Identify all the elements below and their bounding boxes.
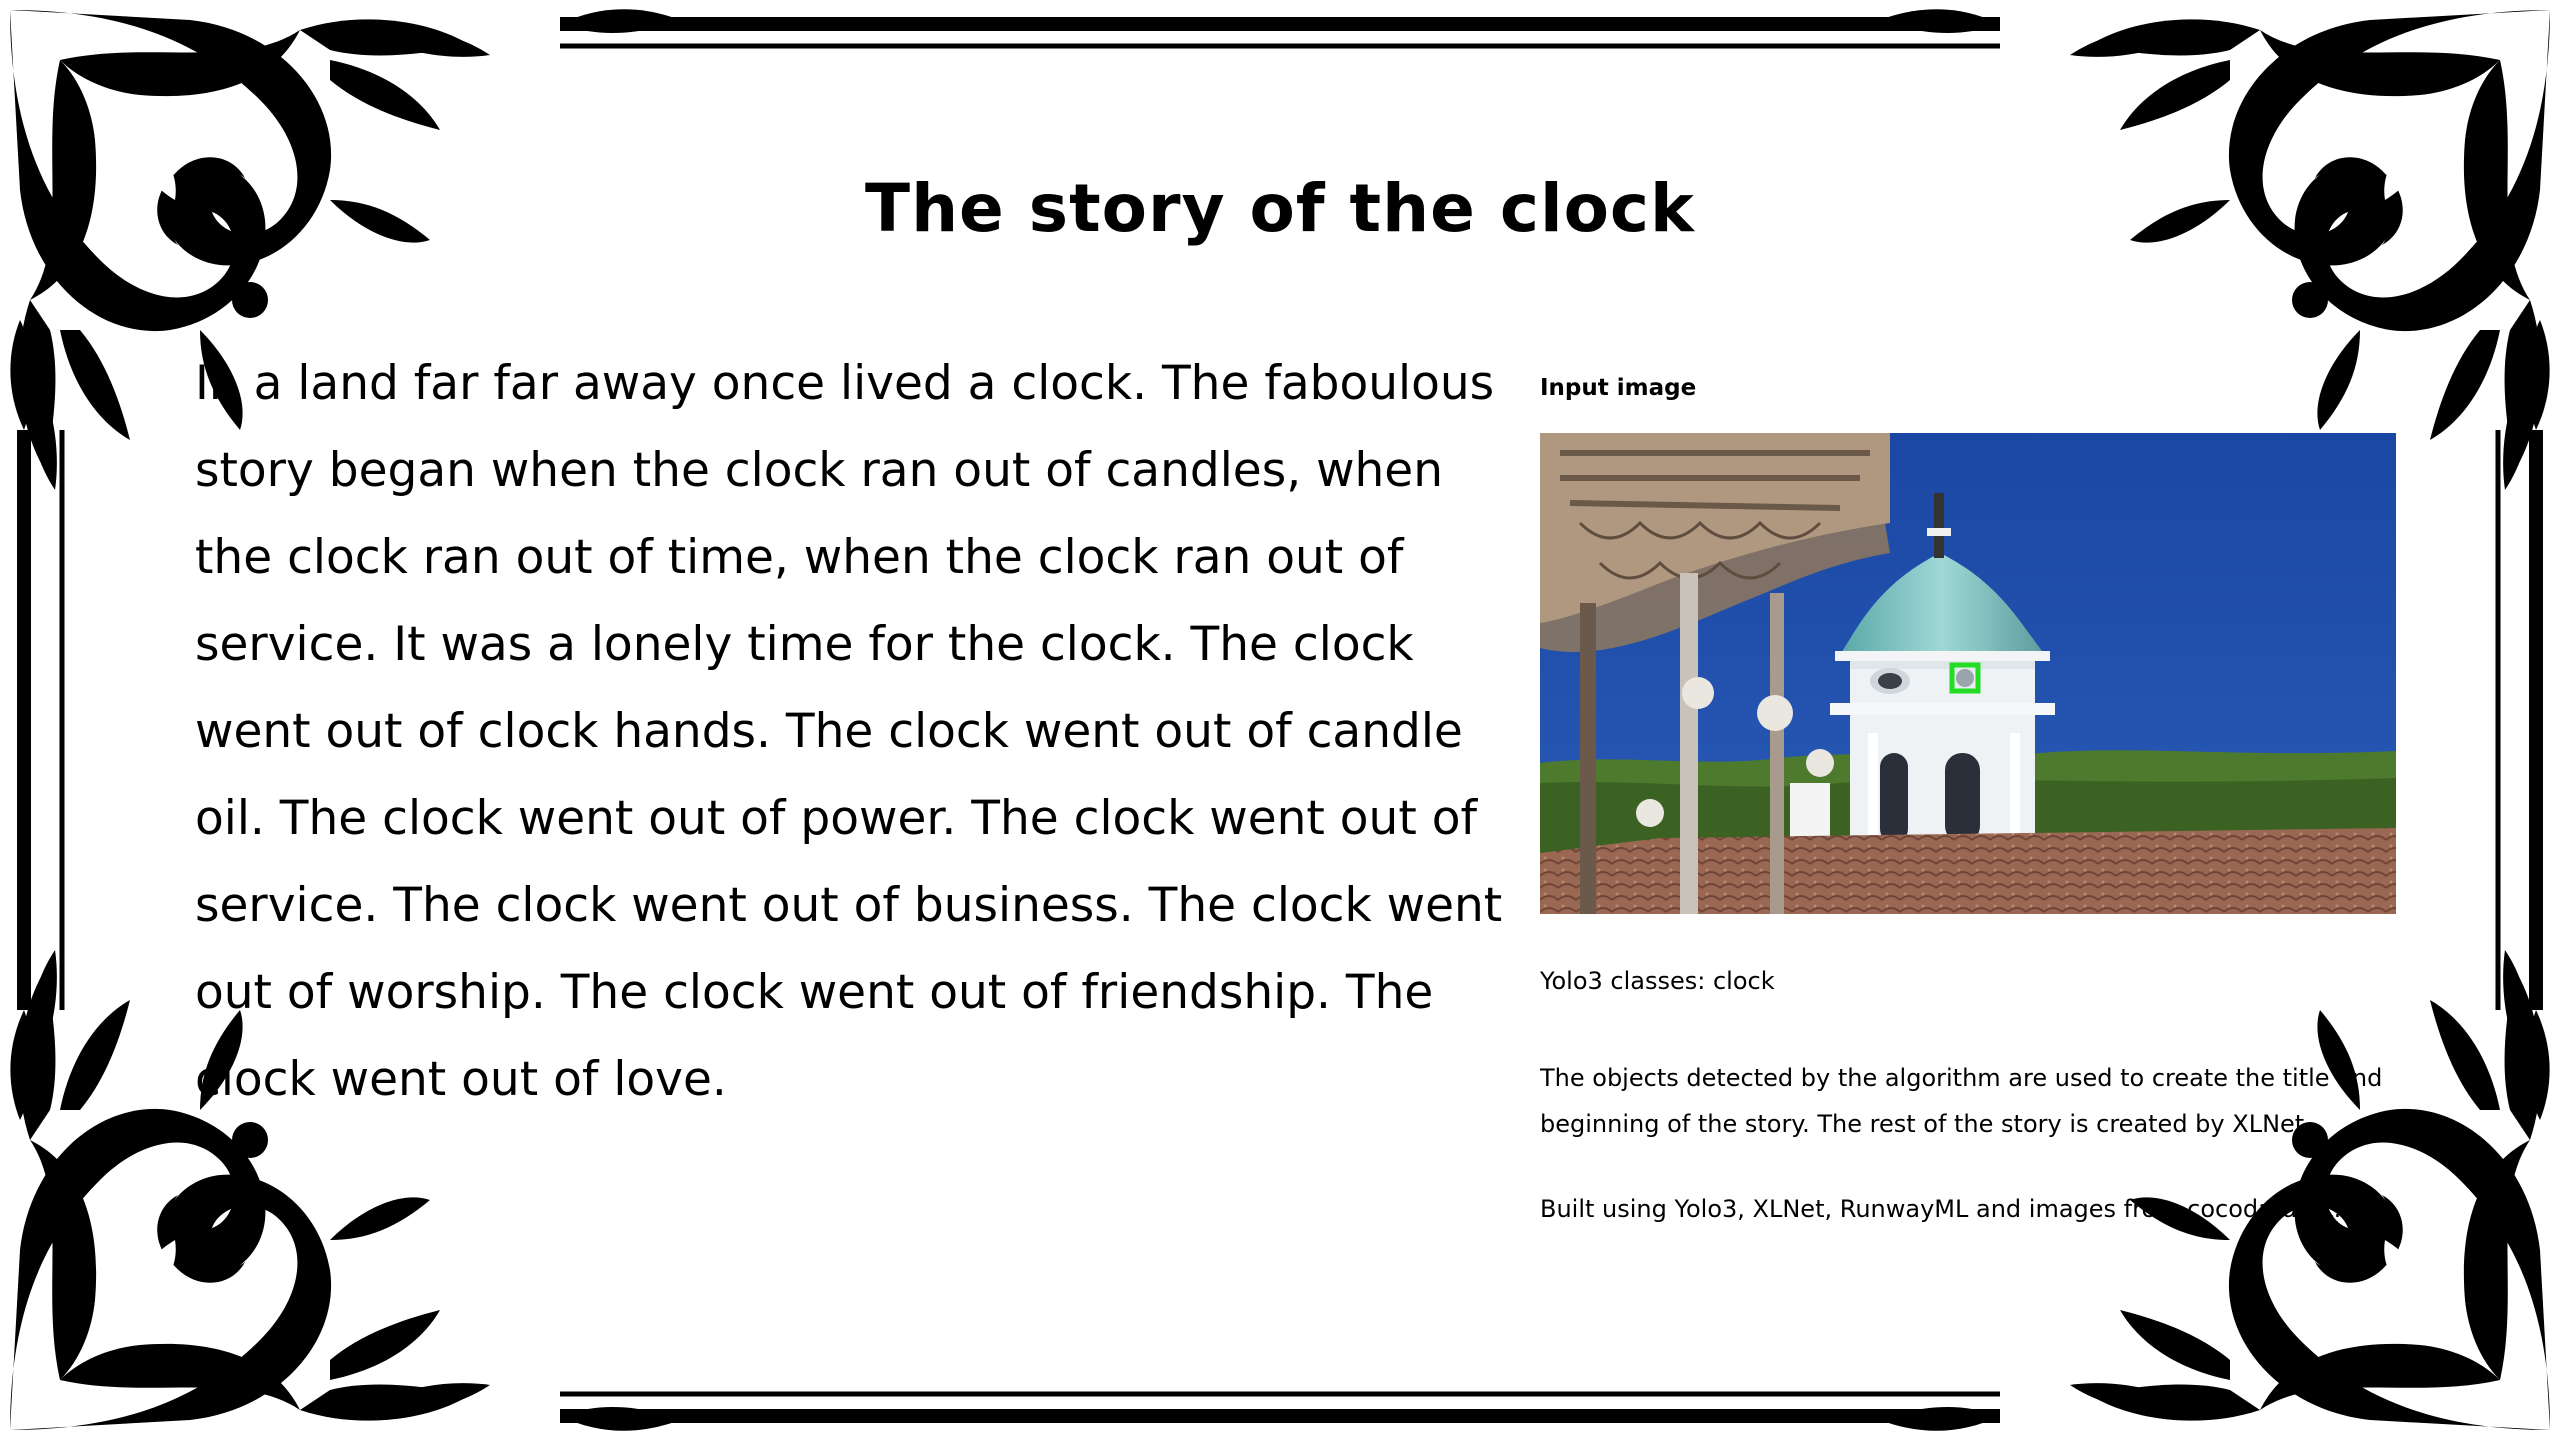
story-text: In a land far far away once lived a clock. The faboulous story began when the clock ran out of candles, when the clock ran out of time, when the clock ran out of service. It was a lonely time for the clock. The clock went out of clock hands. The clock went out of candle oil. The clock went out of power. The clock went out of service. The clock went out of business. The clock went out of worship. The clock went out of friendship. The clock went out of love.: [195, 356, 1503, 1107]
clock-tower-photo: [1540, 433, 2396, 914]
page-title: The story of the clock: [865, 170, 1695, 247]
info-panel: [1540, 375, 2400, 1223]
yolo-classes: Yolo3 classes: clock: [1540, 967, 1775, 995]
credits: Built using Yolo3, XLNet, RunwayML and images from cocodataset.org: [1540, 1195, 2381, 1223]
algorithm-description: The objects detected by the algorithm are used to create the title and beginning of the story. The rest of the story is created by XLNet.: [1540, 1064, 2383, 1138]
input-image-label: Input image: [1540, 375, 1697, 401]
input-image: [1540, 433, 2396, 914]
